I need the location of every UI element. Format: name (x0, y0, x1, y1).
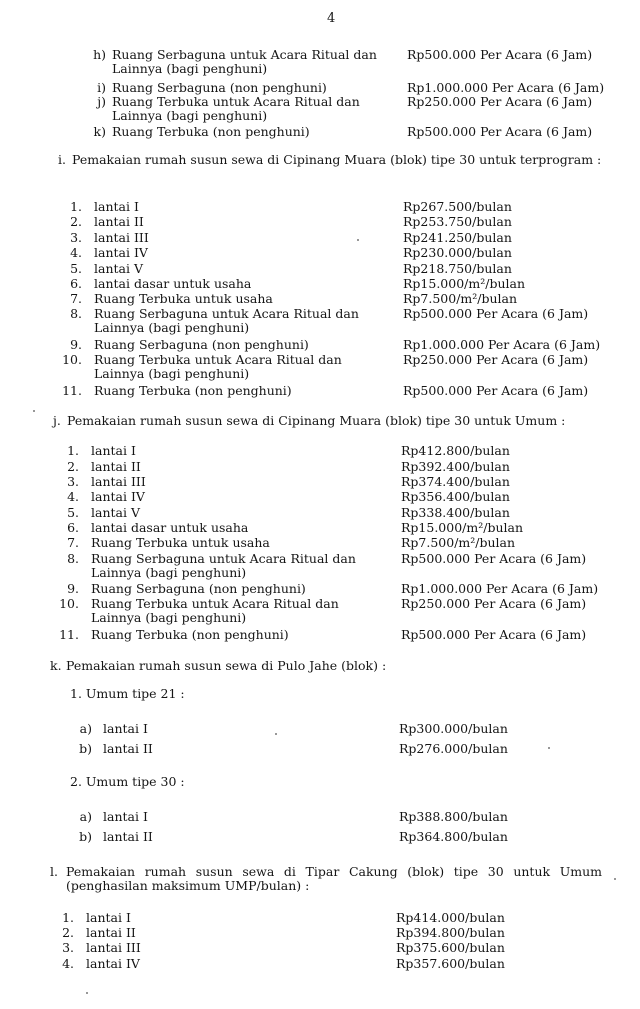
item-label-line: lantai II (94, 214, 144, 229)
item-number: 5. (70, 261, 82, 276)
item-label-line: lantai II (103, 829, 153, 844)
item-price: Rp338.400/bulan (401, 505, 510, 520)
item-label-line: lantai III (94, 230, 149, 245)
scan-speck (86, 992, 88, 994)
list-item (0, 552, 640, 582)
item-label-line: lantai III (91, 474, 146, 489)
item-price: Rp392.400/bulan (401, 459, 510, 474)
item-label-line: lantai I (86, 910, 131, 925)
item-number: k) (93, 124, 106, 139)
item-price: Rp1.000.000 Per Acara (6 Jam) (407, 80, 605, 95)
section-i-heading (58, 153, 608, 167)
item-number: 3. (67, 474, 79, 489)
item-label-line: lantai II (91, 459, 141, 474)
section-heading-text: Pemakaian rumah susun sewa di Cipinang Muara (blok) tipe 30 untuk Umum : (67, 413, 566, 428)
item-price: Rp267.500/bulan (403, 199, 512, 214)
item-price: Rp394.800/bulan (396, 925, 505, 940)
item-number: 6. (67, 520, 79, 535)
item-price: Rp388.800/bulan (399, 809, 508, 824)
item-label (94, 353, 342, 381)
item-number: 4. (67, 489, 79, 504)
item-price: Rp414.000/bulan (396, 910, 505, 925)
item-price: Rp250.000 Per Acara (6 Jam) (403, 352, 589, 367)
list-item (0, 830, 640, 860)
item-label-line: lantai I (91, 443, 136, 458)
item-label (86, 911, 131, 925)
item-label-line: lantai II (103, 741, 153, 756)
item-label (103, 810, 148, 824)
list-item (0, 125, 640, 155)
item-label-line: lantai I (94, 199, 139, 214)
scan-speck (357, 239, 359, 241)
item-label-line: Ruang Terbuka untuk usaha (94, 291, 273, 306)
item-label (94, 338, 309, 352)
item-number: 3. (70, 230, 82, 245)
item-label-line: Lainnya (bagi penghuni) (91, 610, 247, 625)
item-label-line: Ruang Terbuka untuk Acara Ritual dan (94, 352, 342, 367)
item-label (86, 926, 136, 940)
item-number: 9. (70, 337, 82, 352)
item-price: Rp230.000/bulan (403, 245, 512, 260)
item-price: Rp7.500/m²/bulan (401, 535, 516, 550)
item-price: Rp250.000 Per Acara (6 Jam) (401, 596, 587, 611)
item-label-line: Ruang Terbuka (non penghuni) (112, 124, 310, 139)
section-heading-text: Pemakaian rumah susun sewa di Pulo Jahe (blok) : (66, 658, 387, 673)
item-number: 9. (67, 581, 79, 596)
item-label-line: Ruang Serbaguna (non penghuni) (112, 80, 327, 95)
item-label-line: Ruang Terbuka untuk usaha (91, 535, 270, 550)
item-label-line: lantai IV (91, 489, 145, 504)
scan-speck (275, 733, 277, 735)
item-label-line: Ruang Terbuka untuk Acara Ritual dan (112, 94, 360, 109)
item-label (94, 384, 292, 398)
item-price: Rp253.750/bulan (403, 214, 512, 229)
item-label (112, 81, 327, 95)
item-price: Rp218.750/bulan (403, 261, 512, 276)
item-price: Rp276.000/bulan (399, 741, 508, 756)
item-label (86, 957, 140, 971)
item-label-line: Lainnya (bagi penghuni) (94, 320, 250, 335)
item-price: Rp356.400/bulan (401, 489, 510, 504)
item-label (94, 292, 273, 306)
item-number: 4. (62, 956, 74, 971)
item-label (94, 215, 144, 229)
item-number: 11. (62, 383, 82, 398)
section-letter: k. (50, 658, 62, 673)
list-item (0, 95, 640, 125)
scan-speck (614, 878, 616, 880)
item-label-line: lantai IV (86, 956, 140, 971)
item-number: 7. (70, 291, 82, 306)
item-label-line: lantai III (86, 940, 141, 955)
item-label (91, 597, 339, 625)
item-label (94, 246, 148, 260)
item-label (91, 475, 146, 489)
scan-speck (33, 410, 35, 412)
item-price: Rp1.000.000 Per Acara (6 Jam) (403, 337, 601, 352)
item-number: b) (79, 829, 92, 844)
item-number: 11. (59, 627, 79, 642)
item-label (86, 941, 141, 955)
item-label-line: Ruang Serbaguna (non penghuni) (94, 337, 309, 352)
item-number: 4. (70, 245, 82, 260)
section-l-heading (50, 865, 602, 893)
item-number: 10. (62, 352, 82, 367)
item-label (91, 490, 145, 504)
item-label-line: lantai IV (94, 245, 148, 260)
item-label-line: Lainnya (bagi penghuni) (91, 565, 247, 580)
item-label (94, 307, 359, 335)
list-item (0, 307, 640, 337)
item-price: Rp500.000 Per Acara (6 Jam) (403, 383, 589, 398)
item-label-line: Lainnya (bagi penghuni) (112, 61, 268, 76)
item-number: 1. (67, 443, 79, 458)
list-item (0, 628, 640, 658)
item-price: Rp357.600/bulan (396, 956, 505, 971)
list-item (0, 353, 640, 383)
item-number: 2. (62, 925, 74, 940)
item-label (91, 628, 289, 642)
item-price: Rp241.250/bulan (403, 230, 512, 245)
item-label-line: lantai II (86, 925, 136, 940)
item-number: 8. (67, 551, 79, 566)
item-number: a) (79, 809, 92, 824)
item-price: Rp374.400/bulan (401, 474, 510, 489)
item-number: b) (79, 741, 92, 756)
item-price: Rp15.000/m²/bulan (403, 276, 525, 291)
item-label-line: Lainnya (bagi penghuni) (94, 366, 250, 381)
section-letter: l. (50, 864, 58, 879)
item-label (112, 95, 360, 123)
item-number: 8. (70, 306, 82, 321)
item-number: 6. (70, 276, 82, 291)
item-number: 2. (70, 214, 82, 229)
item-label (91, 460, 141, 474)
item-label (91, 506, 140, 520)
item-label-line: lantai V (94, 261, 143, 276)
item-price: Rp500.000 Per Acara (6 Jam) (407, 124, 593, 139)
item-label (91, 582, 306, 596)
item-number: i) (97, 80, 106, 95)
item-label (94, 200, 139, 214)
sub-heading-tipe-30: 2. Umum tipe 30 : (70, 774, 185, 789)
section-letter: i. (58, 152, 66, 167)
page-number: 4 (327, 11, 336, 26)
item-label-line: Ruang Serbaguna untuk Acara Ritual dan (112, 47, 377, 62)
item-label-line: lantai V (91, 505, 140, 520)
item-label (103, 722, 148, 736)
item-price: Rp500.000 Per Acara (6 Jam) (401, 551, 587, 566)
item-price: Rp300.000/bulan (399, 721, 508, 736)
item-price: Rp500.000 Per Acara (6 Jam) (403, 306, 589, 321)
item-label (94, 231, 149, 245)
item-label (112, 48, 377, 76)
item-label (91, 444, 136, 458)
section-heading-text: Pemakaian rumah susun sewa di Tipar Cakung (blok) tipe 30 untuk Umum (penghasilan maksimum UMP/bulan) : (66, 864, 602, 893)
section-j-heading (53, 414, 608, 428)
item-label (94, 262, 143, 276)
item-number: 1. (62, 910, 74, 925)
item-price: Rp500.000 Per Acara (6 Jam) (407, 47, 593, 62)
section-k-heading (50, 659, 610, 673)
item-label-line: Lainnya (bagi penghuni) (112, 108, 268, 123)
item-label-line: Ruang Serbaguna untuk Acara Ritual dan (91, 551, 356, 566)
item-label-line: lantai dasar untuk usaha (94, 276, 252, 291)
item-label-line: Ruang Terbuka (non penghuni) (91, 627, 289, 642)
item-label (91, 552, 356, 580)
item-number: 2. (67, 459, 79, 474)
section-letter: j. (53, 413, 61, 428)
item-number: 1. (70, 199, 82, 214)
scan-speck (548, 747, 550, 749)
item-number: 10. (59, 596, 79, 611)
item-number: 7. (67, 535, 79, 550)
item-number: 3. (62, 940, 74, 955)
item-label (91, 536, 270, 550)
item-price: Rp15.000/m²/bulan (401, 520, 523, 535)
item-label-line: Ruang Terbuka (non penghuni) (94, 383, 292, 398)
item-label-line: lantai dasar untuk usaha (91, 520, 249, 535)
item-number: 5. (67, 505, 79, 520)
item-price: Rp250.000 Per Acara (6 Jam) (407, 94, 593, 109)
item-label (91, 521, 248, 535)
item-price: Rp375.600/bulan (396, 940, 505, 955)
item-label-line: Ruang Terbuka untuk Acara Ritual dan (91, 596, 339, 611)
item-price: Rp500.000 Per Acara (6 Jam) (401, 627, 587, 642)
item-label-line: lantai I (103, 721, 148, 736)
item-number: a) (79, 721, 92, 736)
list-item (0, 742, 640, 772)
item-price: Rp412.800/bulan (401, 443, 510, 458)
item-label (112, 125, 310, 139)
item-label-line: Ruang Serbaguna (non penghuni) (91, 581, 306, 596)
item-label (103, 830, 153, 844)
item-number: h) (93, 47, 106, 62)
sub-heading-tipe-21: 1. Umum tipe 21 : (70, 686, 185, 701)
list-item (0, 597, 640, 627)
section-heading-text: Pemakaian rumah susun sewa di Cipinang Muara (blok) tipe 30 untuk terprogram : (72, 152, 602, 167)
item-price: Rp7.500/m²/bulan (403, 291, 518, 306)
item-label-line: Ruang Serbaguna untuk Acara Ritual dan (94, 306, 359, 321)
item-label-line: lantai I (103, 809, 148, 824)
list-item (0, 384, 640, 414)
item-number: j) (97, 94, 106, 109)
item-label (94, 277, 251, 291)
item-price: Rp1.000.000 Per Acara (6 Jam) (401, 581, 599, 596)
item-label (103, 742, 153, 756)
list-item (0, 957, 640, 987)
item-price: Rp364.800/bulan (399, 829, 508, 844)
list-item (0, 48, 640, 78)
